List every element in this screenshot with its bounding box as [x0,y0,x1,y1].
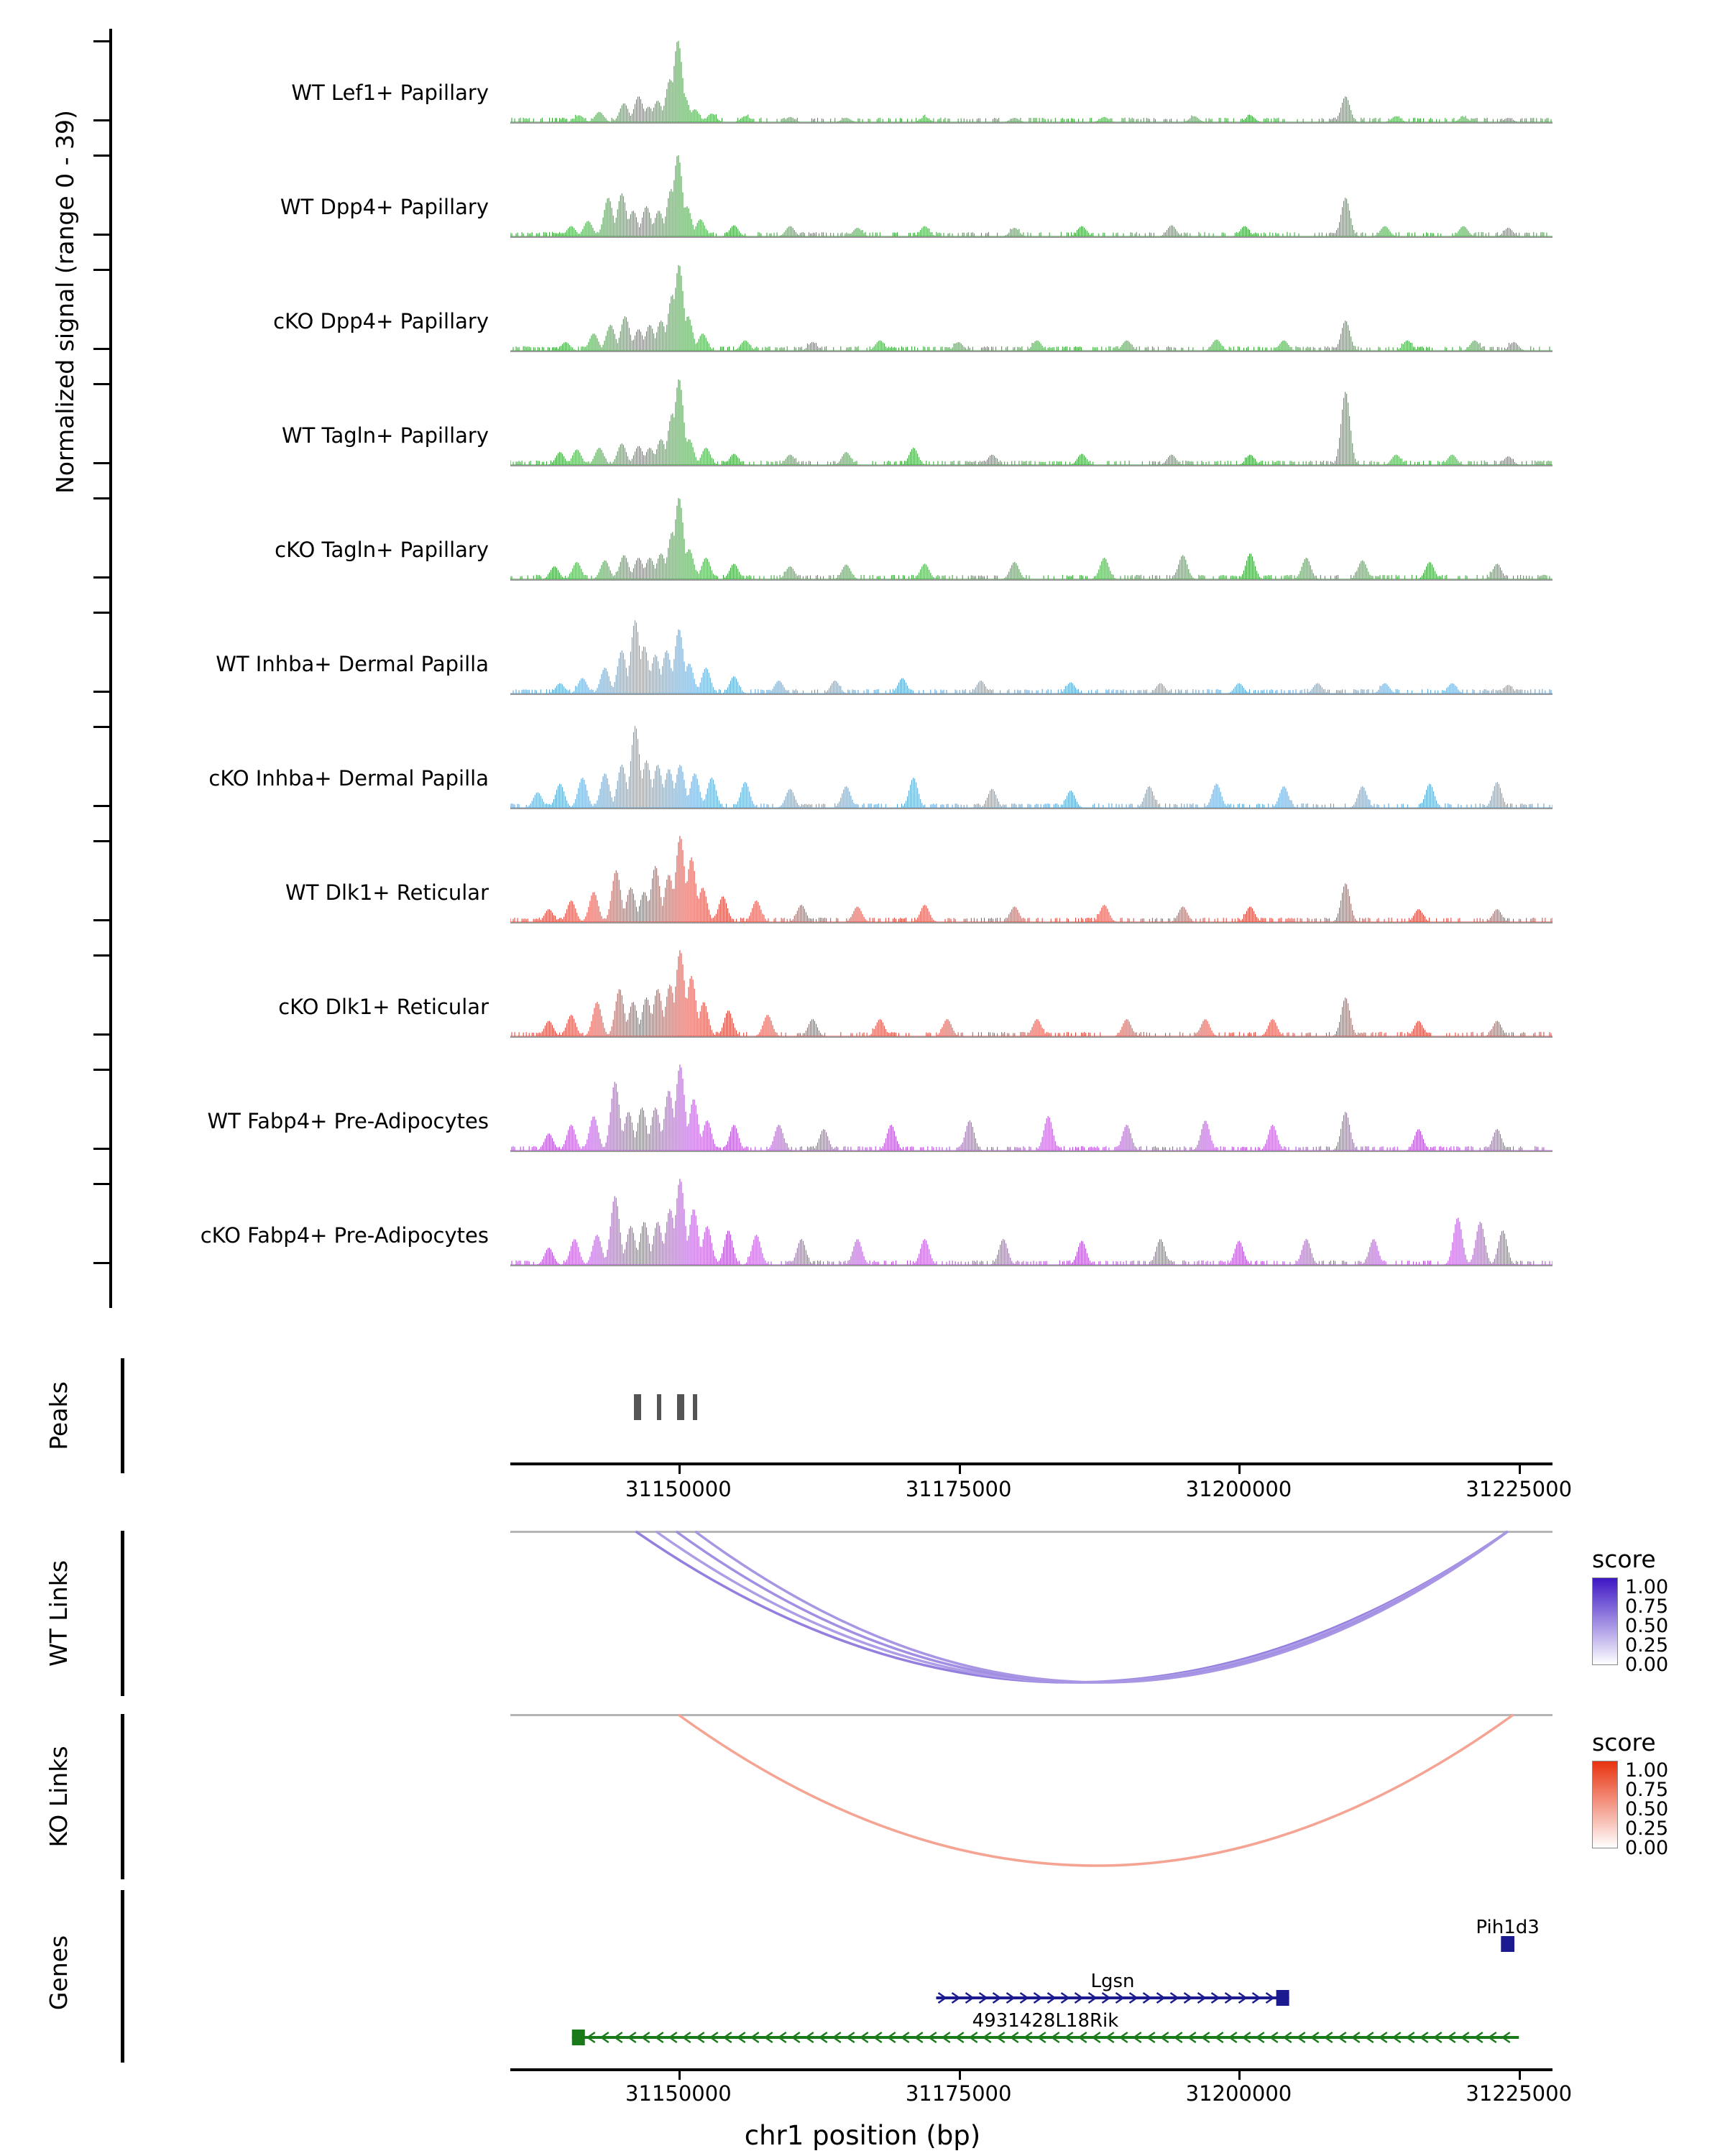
coverage-track [510,950,1552,1036]
wt-legend-tick-2: 0.75 [1625,1595,1669,1618]
peaks-panel [0,1351,1725,1480]
x-axis-tick-label: 31150000 [625,1477,732,1501]
wt-links-label: WT Links [45,1560,73,1667]
track-label: cKO Dpp4+ Papillary [273,309,489,333]
x-axis-tick-label: 31175000 [905,1477,1012,1501]
coverage-track [510,36,1552,122]
x-axis-tick-label: 31150000 [625,2081,732,2106]
ko-legend-tick-1: 1.00 [1625,1759,1669,1782]
track-baseline [510,465,1552,466]
ko-legend-title: score [1592,1728,1656,1756]
ko-links-label: KO Links [45,1746,73,1848]
coverage-track [510,1064,1552,1151]
track-baseline [510,808,1552,809]
coverage-track [510,607,1552,694]
wt-legend-title: score [1592,1545,1656,1573]
wt-links-panel [0,1524,1725,1703]
y-axis-label [50,86,80,517]
y-axis-tick [93,1069,112,1071]
ko-legend-ticks [1625,1759,1669,1859]
y-axis-tick [93,1033,112,1036]
coverage-signal [510,36,1552,122]
gene-label: 4931428L18Rik [972,2010,1119,2032]
y-axis-tick [93,234,112,236]
track-baseline [510,1036,1552,1038]
track-baseline [510,122,1552,124]
wt-legend-tick-4: 0.25 [1625,1634,1669,1657]
x-axis-tick-label: 31225000 [1466,1477,1573,1501]
coverage-track [510,1179,1552,1265]
wt-legend-colorbar [1592,1577,1618,1665]
coverage-track [510,264,1552,351]
y-axis-tick [93,612,112,614]
genes-panel-label: Genes [45,1935,73,2011]
x-axis-upper [0,1462,1725,1520]
x-axis-tick [1238,2071,1241,2080]
track-baseline [510,236,1552,238]
x-axis-upper-line [510,1462,1552,1465]
x-axis-tick [1238,1465,1241,1474]
ko-legend-colorbar [1592,1761,1618,1848]
coverage-track [510,836,1552,922]
x-axis-tick [1519,1465,1521,1474]
link-arc [636,1531,1508,1682]
track-label: cKO Fabp4+ Pre-Adipocytes [200,1223,489,1248]
ko-legend-tick-4: 0.25 [1625,1818,1669,1840]
y-axis-tick [93,40,112,42]
track-baseline [510,922,1552,923]
ko-links-spine [121,1714,124,1879]
y-axis-tick [93,1262,112,1264]
wt-legend-tick-3: 0.50 [1625,1615,1669,1637]
x-axis-tick [959,1465,961,1474]
y-axis-tick [93,383,112,385]
genes-spine [121,1890,124,2063]
gene-body [1501,1936,1514,1952]
track-label: cKO Tagln+ Papillary [275,538,489,562]
ko-links-panel [0,1707,1725,1886]
ko-legend-tick-2: 0.75 [1625,1779,1669,1801]
y-axis-tick [93,919,112,921]
y-axis-tick [93,805,112,807]
x-axis-title: chr1 position (bp) [744,2120,981,2151]
y-axis-tick [93,954,112,957]
wt-legend-ticks [1625,1576,1669,1676]
y-axis-tick [93,462,112,464]
gene-label: Lgsn [1090,1971,1135,1992]
y-axis-tick [93,497,112,499]
y-axis-tick [93,576,112,579]
track-baseline [510,351,1552,352]
track-baseline [510,1265,1552,1266]
coverage-y-spine [109,29,112,1308]
y-axis-tick [93,691,112,693]
coverage-signal [510,1064,1552,1151]
track-label: WT Tagln+ Papillary [281,423,489,448]
ko-legend-tick-5: 0.00 [1625,1837,1669,1859]
track-label: WT Lef1+ Papillary [291,80,489,105]
y-axis-tick [93,155,112,157]
wt-links-legend [1592,1545,1669,1676]
coverage-track [510,493,1552,579]
wt-legend-tick-5: 0.00 [1625,1654,1669,1676]
y-axis-tick [93,1148,112,1150]
coverage-signal [510,836,1552,922]
coverage-signal [510,607,1552,694]
track-label: WT Inhba+ Dermal Papilla [216,652,489,676]
coverage-signal [510,950,1552,1036]
link-arc [678,1715,1514,1866]
peak-region [634,1394,642,1420]
x-axis-tick-label: 31200000 [1185,2081,1292,2106]
peaks-spine [121,1358,124,1473]
x-axis-tick-label: 31175000 [905,2081,1012,2106]
x-axis-tick [1519,2071,1521,2080]
coverage-signal [510,150,1552,236]
ko-links-legend [1592,1728,1669,1859]
y-axis-tick [93,269,112,271]
wt-legend-tick-1: 1.00 [1625,1576,1669,1598]
x-axis-tick-label: 31200000 [1185,1477,1292,1501]
coverage-track [510,150,1552,236]
coverage-signal [510,264,1552,351]
y-axis-tick [93,119,112,121]
y-axis-tick [93,726,112,728]
track-label: WT Dpp4+ Papillary [280,195,489,219]
wt-links-spine [121,1531,124,1696]
track-label: WT Dlk1+ Reticular [285,880,489,905]
track-label: WT Fabp4+ Pre-Adipocytes [207,1109,489,1133]
y-axis-label-text: Normalized signal (range 0 - 39) [51,110,79,494]
gene-label: Pih1d3 [1476,1917,1540,1938]
y-axis-tick [93,348,112,350]
track-label: cKO Inhba+ Dermal Papilla [208,766,489,791]
peak-region [693,1394,697,1420]
coverage-signal [510,493,1552,579]
coverage-signal [510,722,1552,808]
peak-region [657,1394,661,1420]
gene-exon [572,2030,585,2045]
gene-exon [1276,1990,1289,2006]
coverage-signal [510,1179,1552,1265]
x-axis-tick [678,2071,681,2080]
peaks-panel-label: Peaks [45,1381,73,1450]
y-axis-tick [93,840,112,842]
track-baseline [510,694,1552,695]
x-axis-tick [959,2071,961,2080]
track-baseline [510,1151,1552,1152]
y-axis-tick [93,1183,112,1185]
peak-region [677,1394,684,1420]
ko-legend-tick-3: 0.50 [1625,1798,1669,1820]
genes-panel [0,1883,1725,2156]
x-axis-tick [678,1465,681,1474]
coverage-track [510,379,1552,465]
x-axis-tick-label: 31225000 [1466,2081,1573,2106]
coverage-track [510,722,1552,808]
track-label: cKO Dlk1+ Reticular [278,995,489,1019]
track-baseline [510,579,1552,581]
coverage-signal [510,379,1552,465]
